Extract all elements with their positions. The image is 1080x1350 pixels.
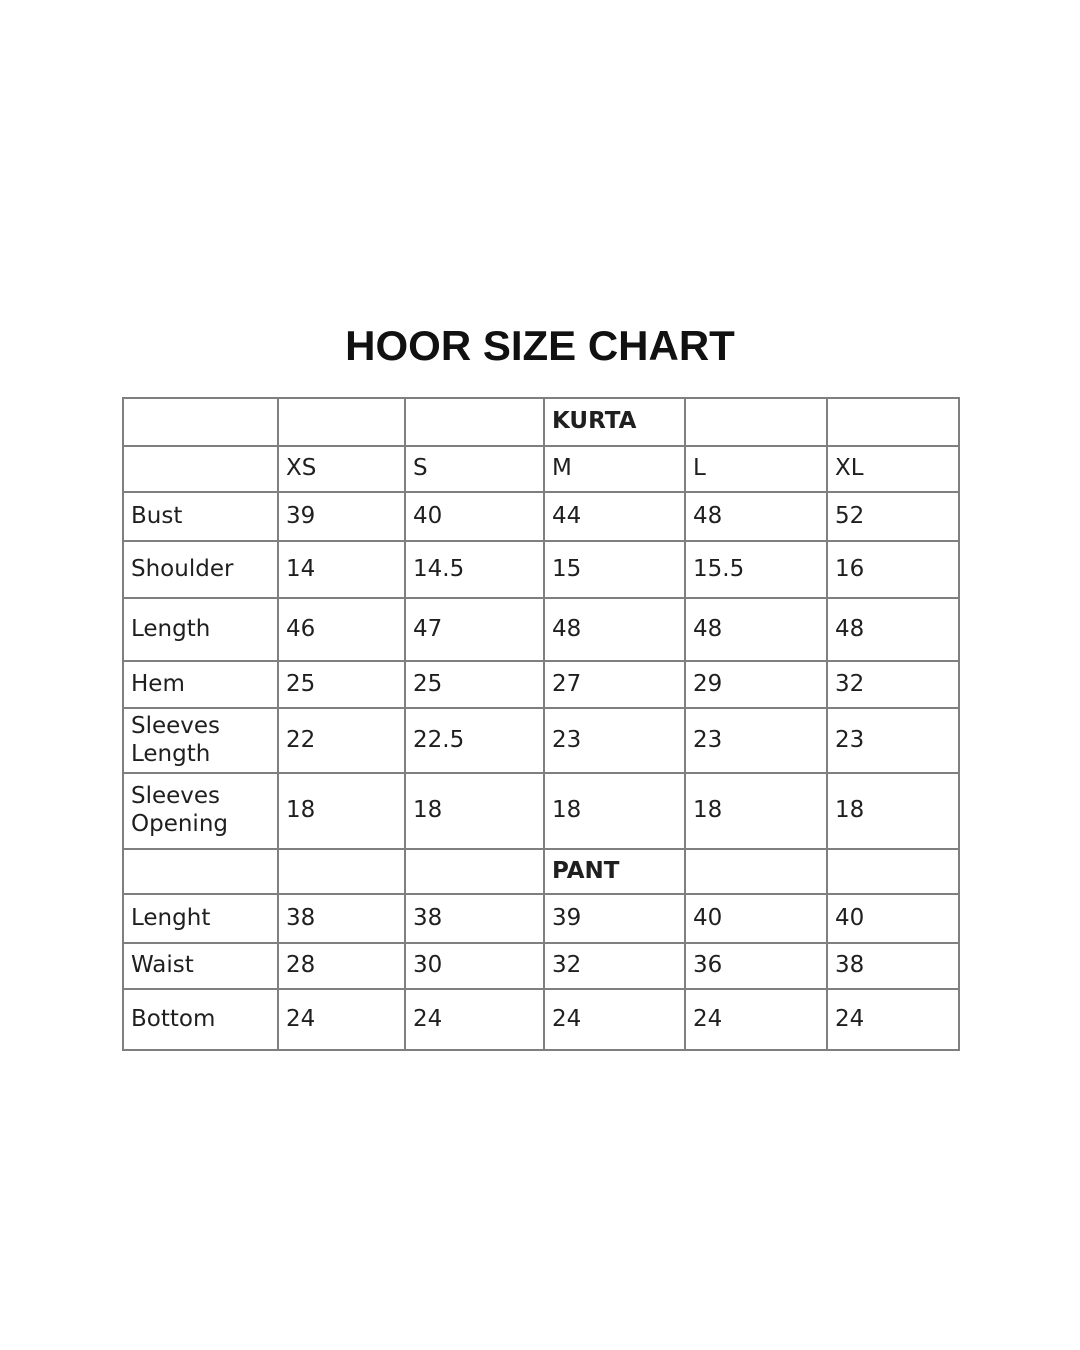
cell-sleeves-opening-s: 18 [405,773,544,849]
row-label-shoulder: Shoulder [123,541,278,598]
cell-shoulder-xs: 14 [278,541,405,598]
size-column-header-m: M [544,446,685,492]
empty-cell [278,398,405,446]
row-label-pant-lenght: Lenght [123,894,278,943]
table-row-pant-waist [123,943,959,989]
cell-hem-xl: 32 [827,661,959,708]
cell-shoulder-m: 15 [544,541,685,598]
cell-sleeves-length-l: 23 [685,708,827,773]
table-row-hem [123,661,959,708]
cell-bust-xs: 39 [278,492,405,541]
cell-bust-s: 40 [405,492,544,541]
size-header-row [123,446,959,492]
cell-pant-waist-l: 36 [685,943,827,989]
table-row-pant-bottom [123,989,959,1050]
table-row-sleeves-length [123,708,959,773]
cell-pant-lenght-xs: 38 [278,894,405,943]
cell-sleeves-length-m: 23 [544,708,685,773]
size-column-header-xs: XS [278,446,405,492]
table-row-shoulder [123,541,959,598]
empty-cell [123,398,278,446]
cell-pant-bottom-l: 24 [685,989,827,1050]
row-label-sleeves-length: Sleeves Length [123,708,278,773]
pant-section-row [123,849,959,894]
cell-pant-bottom-xs: 24 [278,989,405,1050]
page-title: HOOR SIZE CHART [345,322,735,369]
size-column-header-xl: XL [827,446,959,492]
cell-pant-bottom-xl: 24 [827,989,959,1050]
empty-cell [827,398,959,446]
row-label-sleeves-opening: Sleeves Opening [123,773,278,849]
cell-pant-waist-m: 32 [544,943,685,989]
cell-pant-lenght-xl: 40 [827,894,959,943]
cell-pant-lenght-s: 38 [405,894,544,943]
table-row-pant-lenght [123,894,959,943]
cell-bust-m: 44 [544,492,685,541]
row-label-pant-waist: Waist [123,943,278,989]
cell-sleeves-opening-xl: 18 [827,773,959,849]
cell-hem-l: 29 [685,661,827,708]
cell-hem-s: 25 [405,661,544,708]
cell-pant-bottom-s: 24 [405,989,544,1050]
cell-pant-lenght-l: 40 [685,894,827,943]
row-label-pant-bottom: Bottom [123,989,278,1050]
cell-hem-xs: 25 [278,661,405,708]
section-header-pant: PANT [544,849,685,894]
empty-cell [405,398,544,446]
empty-cell [827,849,959,894]
row-label-length: Length [123,598,278,661]
cell-hem-m: 27 [544,661,685,708]
section-header-kurta: KURTA [544,398,685,446]
cell-shoulder-l: 15.5 [685,541,827,598]
cell-pant-waist-xs: 28 [278,943,405,989]
size-column-header-s: S [405,446,544,492]
empty-cell [123,446,278,492]
cell-pant-lenght-m: 39 [544,894,685,943]
cell-pant-waist-xl: 38 [827,943,959,989]
cell-length-m: 48 [544,598,685,661]
cell-sleeves-length-xl: 23 [827,708,959,773]
table-row-bust [123,492,959,541]
cell-shoulder-s: 14.5 [405,541,544,598]
size-chart-table [122,397,960,1051]
cell-sleeves-length-xs: 22 [278,708,405,773]
cell-sleeves-length-s: 22.5 [405,708,544,773]
row-label-bust: Bust [123,492,278,541]
cell-length-l: 48 [685,598,827,661]
table-row-sleeves-opening [123,773,959,849]
cell-sleeves-opening-xs: 18 [278,773,405,849]
empty-cell [685,849,827,894]
cell-length-xl: 48 [827,598,959,661]
kurta-section-row [123,398,959,446]
row-label-hem: Hem [123,661,278,708]
empty-cell [405,849,544,894]
cell-pant-bottom-m: 24 [544,989,685,1050]
empty-cell [278,849,405,894]
cell-bust-l: 48 [685,492,827,541]
cell-pant-waist-s: 30 [405,943,544,989]
table-row-length [123,598,959,661]
cell-length-xs: 46 [278,598,405,661]
cell-sleeves-opening-l: 18 [685,773,827,849]
empty-cell [685,398,827,446]
cell-shoulder-xl: 16 [827,541,959,598]
cell-length-s: 47 [405,598,544,661]
size-column-header-l: L [685,446,827,492]
cell-sleeves-opening-m: 18 [544,773,685,849]
cell-bust-xl: 52 [827,492,959,541]
empty-cell [123,849,278,894]
